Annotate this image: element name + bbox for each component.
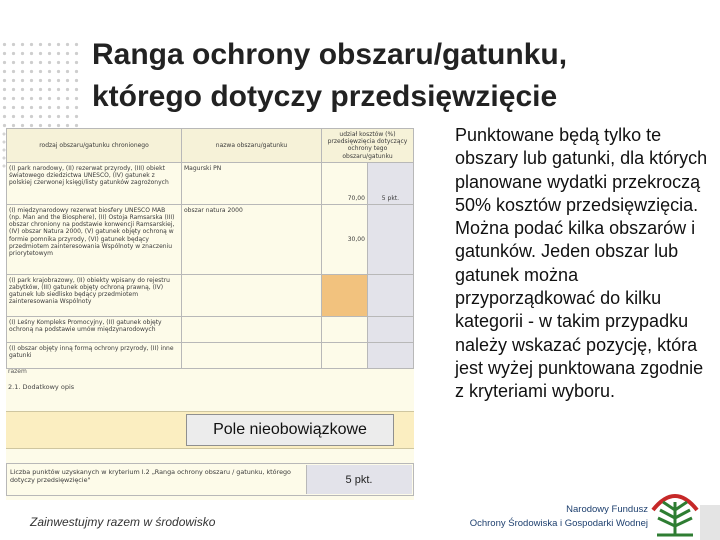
organization-name-line-1: Narodowy Fundusz — [566, 504, 648, 515]
explanation-text — [455, 124, 717, 404]
table-row — [7, 316, 414, 342]
row-2-type: (I) międzynarodowy rezerwat biosfery UNESCO MAB (np. Man and the Biosphere), (II) Ostoja Ramsarska (III) obszar chroniony na podstawie konwencji Ramsarskiej, (IV) obszar Natura 2000, (V) gatunek objęty ochroną w formie pomnika przyrody, (VI) gatunek będący przedmiotem zainteresowania Wspólnoty w znaczeniu priorytetowym — [7, 204, 182, 274]
row-4-share[interactable] — [322, 316, 368, 342]
table-header-row — [7, 129, 414, 163]
row-1-share[interactable]: 70,00 — [322, 162, 368, 204]
row-3-points — [367, 274, 413, 316]
explanation-paragraph-1: Punktowane będą tylko te obszary lub gatunki, dla których planowane wydatki przekroczą 50% kosztów przedsięwzięcia. — [455, 125, 708, 215]
protection-rank-table — [6, 128, 414, 369]
optional-field-label: Pole nieobowiązkowe — [213, 421, 367, 438]
slide-title — [92, 34, 652, 118]
row-2-share[interactable]: 30,00 — [322, 204, 368, 274]
nfosigw-tree-logo-icon — [645, 480, 705, 538]
header-share: udział kosztów (%) przedsięwzięcia dotyczący ochrony tego obszaru/gatunku — [322, 129, 414, 163]
explanation-paragraph-2: Można podać kilka obszarów i gatunków. Jeden obszar lub gatunek można przyporządkować do kilku kategorii - w takim przypadku należy wskazać pozycję, która jest wyżej punktowana zgodnie z kryteriami wyboru. — [455, 218, 704, 402]
additional-description-label: 2.1. Dodatkowy opis — [8, 383, 75, 391]
slide-title-line-2: którego dotyczy przedsięwzięcie — [92, 80, 558, 113]
organization-name-line-2: Ochrony Środowiska i Gospodarki Wodnej — [469, 518, 648, 529]
row-5-points — [367, 342, 413, 368]
table-row — [7, 162, 414, 204]
row-4-type: (I) Leśny Kompleks Promocyjny, (II) gatunek objęty ochroną na podstawie umów międzynarodowych — [7, 316, 182, 342]
row-1-name[interactable]: Magurski PN — [182, 162, 322, 204]
row-3-share[interactable] — [322, 274, 368, 316]
application-form-screenshot — [6, 128, 414, 500]
row-3-name[interactable] — [182, 274, 322, 316]
row-5-name[interactable] — [182, 342, 322, 368]
row-3-type: (I) park krajobrazowy, (II) obiekty wpisany do rejestru zabytków, (III) gatunek objęty ochroną prawną, (IV) gatunek lub siedlisko będący przedmiotem zainteresowania Wspólnoty — [7, 274, 182, 316]
total-label: razem — [8, 368, 27, 375]
row-1-type: (I) park narodowy, (II) rezerwat przyrody, (III) obiekt światowego dziedzictwa UNESCO, (IV) gatunek z polskiej czerwonej księgi/listy gatunków zagrożonych — [7, 162, 182, 204]
summary-label: Liczba punktów uzyskanych w kryterium I.2 „Ranga ochrony obszaru / gatunku, którego dotyczy przedsięwzięcie" — [10, 468, 291, 484]
row-5-type: (I) obszar objęty inną formą ochrony przyrody, (II) inne gatunki — [7, 342, 182, 368]
organization-name — [452, 503, 648, 531]
row-4-name[interactable] — [182, 316, 322, 342]
row-4-points — [367, 316, 413, 342]
row-2-name[interactable]: obszar natura 2000 — [182, 204, 322, 274]
row-2-points — [367, 204, 413, 274]
table-row — [7, 342, 414, 368]
summary-value: 5 pkt. — [345, 473, 373, 486]
header-name: nazwa obszaru/gatunku — [182, 129, 322, 163]
decorative-dot-pattern — [0, 40, 80, 130]
slide-title-line-1: Ranga ochrony obszaru/gatunku, — [92, 38, 568, 71]
row-1-points: 5 pkt. — [367, 162, 413, 204]
row-5-share[interactable] — [322, 342, 368, 368]
header-type: rodzaj obszaru/gatunku chronionego — [7, 129, 182, 163]
table-row — [7, 274, 414, 316]
table-row — [7, 204, 414, 274]
footer-slogan: Zainwestujmy razem w środowisko — [30, 515, 216, 529]
